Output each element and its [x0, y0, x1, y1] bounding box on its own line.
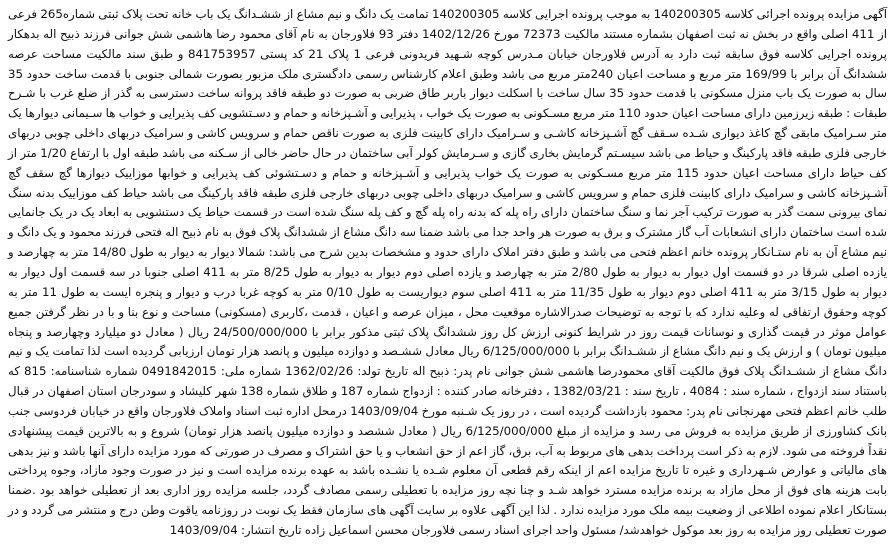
auction-notice-text: آگهی مزایده پرونده اجرائی کلاسه 140200305 به موجب پرونده اجرایی کلاسه 140200305 تمامت یک دانگ و نیم مشاع از ششـدانگ یک باب خانه تحت پلاک ثبتی شماره265 فرعی از 411 اصلی واقع در بخش نه ثبت اصفهان بشماره مستند مالکیت 72373 مورخ 1402/12/26 دفتر 93 فلاورجان به نام آقای محمود رضا هاشمی شش جوانی فرزند ذبیح اله بدهکار پرونده اجرایی کلاسه فوق سابقه ثبت دارد به آدرس فلاورجان خیابان مـدرس کوچه شـهید فریدونی فرعی 1 پلاک 21 کد پستی 841753957 و طبق سند مالکیت مساحت عرصه ششدانگ آن برابر با 169/99 متر مربع و مساحت اعیان 240متر مربع می باشد وطبق اعلام کارشناس رسمی دادگستری ملک مزبور بصورت شمالی جنوبی با قدمت ساخت حدود 35 سال به صورت یک باب منزل مسکونی با قدمت حدود 35 سال ساخت با اسکلت دیوار باربر طاق ضربی به صورت دو طبقه فاقد پروانه ساخت دسترسی به گذر از ضلع غرب با شـرح طبقات : طبقه زیرزمین دارای مساحت اعیان حدود 110 متر مربع مسـکونی به صورت یک خواب ، پذیرایی و آشـپزخانه و حمام و دسـتشویی کف پذیرایی و خواب ها سـیمانی دیوارها یک متر سـرامیک مابقی گچ کاغذ دیواری شـده سـقف گچ آشـپزخانه کاشـی و سـرامیک دارای کابینت فلزی به صورت ناقص حمام و سرویس کاشی و سرامیک دربهای داخلی چوبی دربهای خارجی فلزی طبقه فاقد پارکینگ و حیاط می باشد سیسـتم گرمایش بخاری گازی و سـرمایش کولر آبی ساختمان در حال حاضر خالی از سـکنه می باشد طبقه اول با ارتفاع 1/20 متر از کف حیاط دارای مساحت اعیان حدود 115 متر مربع مسـکونی به صورت یک خواب پذیرایی و آشـپزخانه و حمام و دسـتشوئی کف پذیرایی و خوابها موزاییک دیوارها گچ سقف گچ آشـپزخانه کاشی و سرامیک دارای کابینت فلزی حمام و سرویس کاشی و سرامیک دربهای داخلی چوبی دربهای خارجی فلزی طبقه فاقد پارکینگ می باشد حیاط کف موزاییک بدنه سنگ نمای بیرونی سمت گذر به صورت ترکیب آجر نما و سنگ ساختمان دارای راه پله که بدنه راه پله گچ و کف پله سنگ شده است در قسمت حیاط یک دستشویی به ابعاد یک در یک جانمایی شده است ساختمان دارای انشعابات آب گاز مشترک و برق به صورت هر واحد جدا می باشد ضمنا سه دانگ مشاع از ششدانگ پلاک فوق به نام ذبیح اله فتحی فرزند محمود و یک دانگ و نیم مشاع آن به نام ستـانکار پرونده خانم اعظم فتحی می باشد و طبق دفتر املاک دارای حدود و مشخصات بدین شرح می باشد: شمالا دیوار به دیوار به طول 14/80 متر به چهارصد و یازده اصلی شرقا در دو قسمت اول دیوار به دیوار به طول 2/80 متر به چهارصد و یازده اصلی دوم دیوار به دیوار به طول 8/25 متر به 411 اصلی جنوبا در سه قسمت اول دیوار به دیوار به طول 3/15 متر به 411 اصلی دوم دیوار به طول 11/35 متر به 411 اصلی سوم دیواریست به طول 0/10 متر به کوچه غربا درب و دیوار و پنجره ایست به طول 11 متر به کوچه وحقوق ارتفاقی له وعلیه ندارد که با توجه به توضیحات صدرالاشاره موقعیت محل ، میزان عرصه و اعیان ، قدمت ،کاربری (مسکونی) مساحت و نوع بنا و با در نظر گرفتن جمیع عوامل موثر در قیمت گذاری و نوسانات قیمت روز در شرایط کنونی ارزش کل روز ششدانگ پلاک ثبتی مذکور برابر با 24/500/000/000 ریال ( معادل دو میلیارد وچهارصد و پنجاه میلیون تومان ) و ارزش یک و نیم دانگ مشاع از ششـدانگ برابر با 6/125/000/000 ریال معادل ششـصد و دوازده میلیون و پانصد هزار تومان ارزیابی گردیده است لذا تمامت یک و نیم دانگ مشاع از ششـدانگ پلاک فوق مالکیت آقای محمودرضا هاشمی شش جوانی نام پدر: ذبیح اله تاریخ تولد: 1362/02/26 شماره ملی: 0491842015 شماره شناسنامه: 815 که باستناد سند ازدواج ، شماره سند : 4084 ، تاریخ سند : 1382/03/21 ، دفترخانه صادر کننده : ازدواج شماره 187 و طلاق شماره 138 شهر کلیشاد و سودرجان استان اصفهان در قبال طلب خانم اعظم فتحی مهرنجانی نام پدر: محمود بازداشت گردیده است ، در روز یک شـنبه مورخ 1403/09/04 درمحل اداره ثبت اسناد واملاک فلاورجان واقع در خیابان فردوسی جنب بانک کشاورزی از طریق مزایده به فروش می رسد و مزایده از مبلغ 6/125/000/000 ریال ( معادل ششصد و دوازده میلیون پانصد هزار تومان) شروع و به بالاترین قیمت پیشنهادی نقداً فروخته می شود. لازم به ذکر است پرداخت بدهی های مربوط به آب، برق، گاز اعم از حق انشعاب و یا حق اشتراک و مصرف در صورتی که مورد مزایده دارای آنها باشد و نیز بدهی های مالیاتی و عوارض شـهرداری و غیره تا تاریخ مزایده اعم از اینکه رقم قطعی آن معلوم شـده یا نشـده باشد به عهده برنده مزایده است و نیز در صورت وجود مازاد، وجوه پرداختی بابت هزینه های فوق از محل مازاد به برنده مزایده مسترد خواهد شـد و چنا نچه روز مزایده با تعطیلی رسمی مصادف گردد، جلسه مزایده روز اداری بعد از تعطیلی خواهد بود .ضمنا بستانکار اعلام نموده اطلاعی از وضعیت بیمه ملک مورد مزایده ندارد . لذا این آگهی علاوه بر سایت آگهی های سازمان فقط یک نوبت در روزنامه یاقوت وطن درج و منتشر می گردد و در صورت تعطیلی روز مزایده به روز بعد موکول خواهدشد/ مسئول واحد اجرای اسناد رسمی فلاورجان محسن اسماعیل زاده تاریخ انتشار: 1403/09/04	[8, 7, 888, 537]
